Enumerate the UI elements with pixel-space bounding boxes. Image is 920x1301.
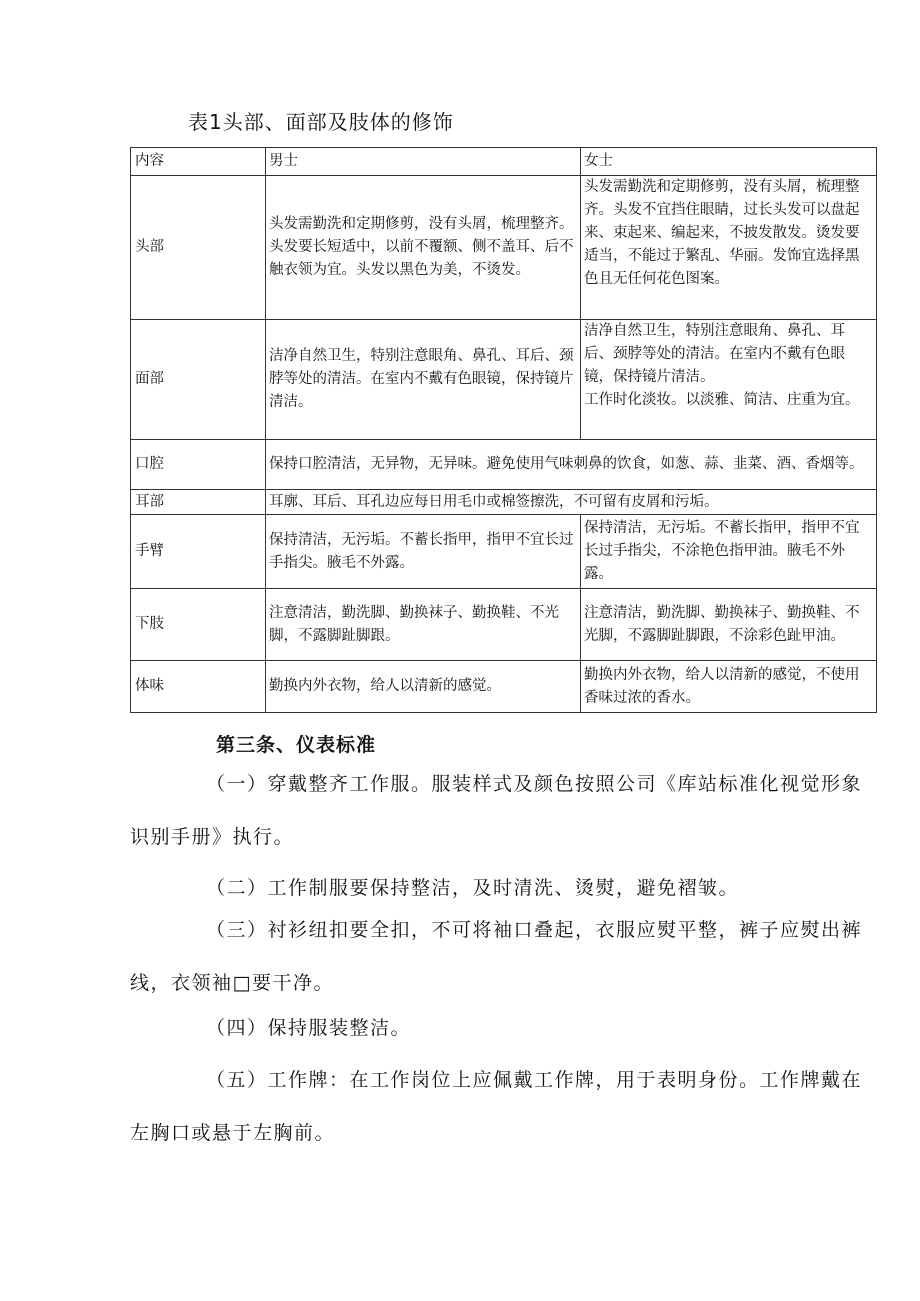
table-row-head xyxy=(131,176,877,320)
paragraph-2: （二）工作制服要保持整洁，及时清洗、烫熨，避免褶皱。 xyxy=(206,877,740,899)
row-label-legs: 下肢 xyxy=(131,589,266,661)
table-row-face xyxy=(131,320,877,440)
row-label-ear: 耳部 xyxy=(131,490,266,515)
cell-mouth-both: 保持口腔清洁，无异物，无异味。避免使用气味刺鼻的饮食，如葱、蒜、韭菜、酒、香烟等。 xyxy=(266,440,877,490)
cell-face-women-line2: 工作时化淡妆。以淡雅、简洁、庄重为宜。 xyxy=(584,392,860,408)
row-label-arm: 手臂 xyxy=(131,515,266,589)
row-label-face: 面部 xyxy=(131,320,266,440)
paragraph-5: （五）工作牌：在工作岗位上应佩戴工作牌，用于表明身份。工作牌戴在左胸口或悬于左胸前。 xyxy=(130,1069,863,1144)
cell-face-men: 洁净自然卫生，特别注意眼角、鼻孔、耳后、颈脖等处的清洁。在室内不戴有色眼镜，保持镜片清洁。 xyxy=(266,320,581,440)
table-row-legs xyxy=(131,589,877,661)
paragraph-1: （一）穿戴整齐工作服。服装样式及颜色按照公司《库站标准化视觉形象识别手册》执行。 xyxy=(130,773,863,848)
table-row-arm xyxy=(131,515,877,589)
cell-ear-both: 耳廓、耳后、耳孔边应每日用毛巾或棉签擦洗，不可留有皮屑和污垢。 xyxy=(266,490,877,515)
cell-arm-women: 保持清洁，无污垢。不蓄长指甲，指甲不宜长过手指尖，不涂艳色指甲油。腋毛不外露。 xyxy=(581,515,877,589)
cell-face-women-line1: 洁净自然卫生，特别注意眼角、鼻孔、耳后、颈脖等处的清洁。在室内不戴有色眼镜，保持镜片清洁。 xyxy=(584,323,845,385)
cell-arm-men: 保持清洁，无污垢。不蓄长指甲，指甲不宜长过手指尖。腋毛不外露。 xyxy=(266,515,581,589)
table-row-mouth xyxy=(131,440,877,490)
cell-legs-men: 注意清洁，勤洗脚、勤换袜子、勤换鞋、不光脚，不露脚趾脚跟。 xyxy=(266,589,581,661)
table-caption: 表1头部、面部及肢体的修饰 xyxy=(188,110,454,134)
paragraph-3: （三）衬衫纽扣要全扣，不可将袖口叠起，衣服应熨平整，裤子应熨出裤线，衣领袖□要干净。 xyxy=(130,919,863,994)
row-label-mouth: 口腔 xyxy=(131,440,266,490)
header-men: 男士 xyxy=(266,148,581,176)
row-label-head: 头部 xyxy=(131,176,266,320)
header-content: 内容 xyxy=(131,148,266,176)
cell-odor-men: 勤换内外衣物，给人以清新的感觉。 xyxy=(266,661,581,713)
row-label-odor: 体味 xyxy=(131,661,266,713)
table-row-odor xyxy=(131,661,877,713)
table-row-ear xyxy=(131,490,877,515)
grooming-table xyxy=(130,147,877,713)
paragraph-4: （四）保持服装整洁。 xyxy=(206,1017,412,1039)
cell-head-women: 头发需勤洗和定期修剪，没有头屑，梳理整齐。头发不宜挡住眼睛，过长头发可以盘起来、束起来、编起来，不披发散发。烫发要适当，不能过于繁乱、华丽。发饰宜选择黑色且无任何花色图案。 xyxy=(581,176,877,320)
cell-odor-women: 勤换内外衣物，给人以清新的感觉，不使用香味过浓的香水。 xyxy=(581,661,877,713)
cell-head-men: 头发需勤洗和定期修剪，没有头屑，梳理整齐。头发要长短适中，以前不覆额、侧不盖耳、后不触衣领为宜。头发以黑色为美，不烫发。 xyxy=(266,176,581,320)
cell-legs-women: 注意清洁，勤洗脚、勤换袜子、勤换鞋、不光脚，不露脚趾脚跟，不涂彩色趾甲油。 xyxy=(581,589,877,661)
section-title: 第三条、仪表标准 xyxy=(216,734,377,756)
table-header-row xyxy=(131,148,877,176)
cell-face-women xyxy=(581,320,877,440)
header-women: 女士 xyxy=(581,148,877,176)
